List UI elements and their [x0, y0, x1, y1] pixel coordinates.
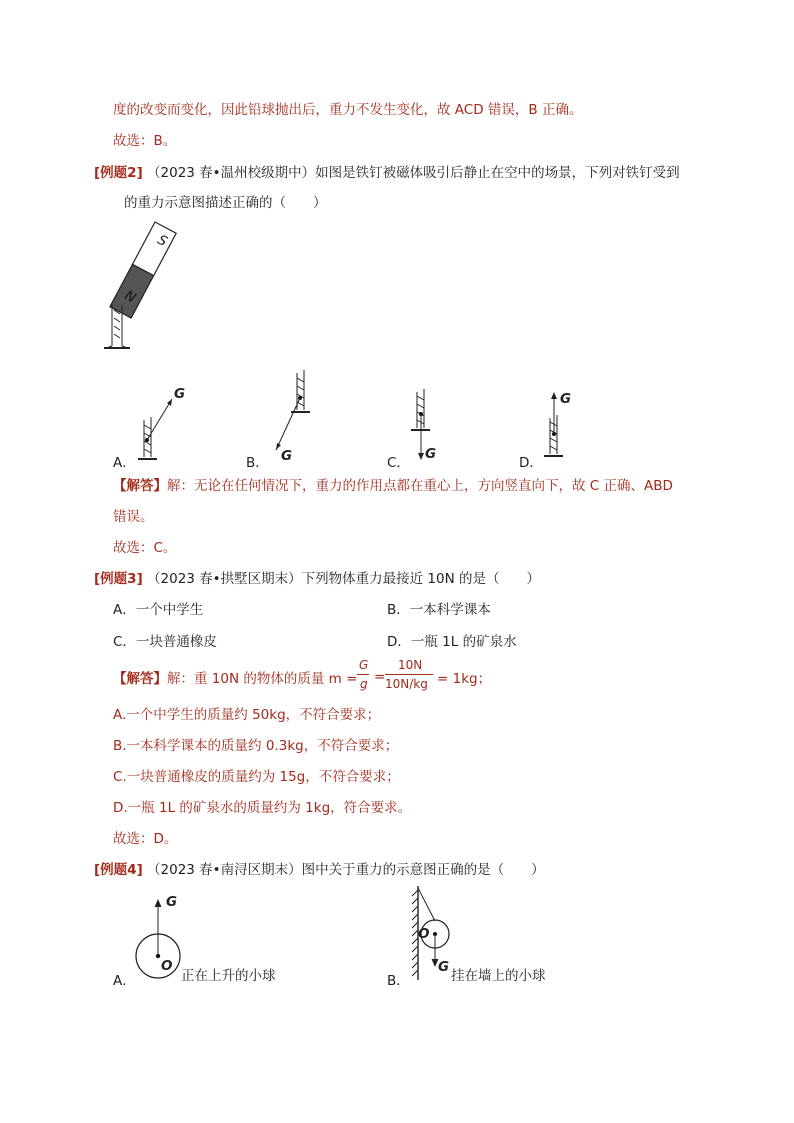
magnet-s-label: S: [154, 231, 170, 251]
fraction-denominator: 10N/kg: [385, 677, 428, 691]
g-label: G: [438, 959, 450, 975]
solution-line-c: C.一块普通橡皮的质量约为 15g，不符合要求；: [113, 769, 400, 785]
option-b-label[interactable]: B．: [246, 455, 269, 471]
magnet-n-label: N: [121, 287, 139, 307]
option-c-label[interactable]: C．: [387, 455, 410, 471]
magnet-nail-figure: [100, 222, 190, 362]
solution-tag: 【解答】: [113, 478, 167, 494]
solution-text-cont: 错误。: [113, 509, 154, 525]
solution-text: 解：无论在任何情况下，重力的作用点都在重心上，方向竖直向下，故 C 正确、ABD: [167, 478, 673, 494]
fraction-g-numerator: G: [359, 658, 369, 672]
option-b-label[interactable]: B．: [387, 973, 410, 989]
answer-line: 故选：B。: [113, 133, 177, 149]
solution-tag: 【解答】: [113, 671, 167, 687]
g-label: G: [166, 894, 178, 910]
question-text: （2023 春•拱墅区期末）下列物体重力最接近 10N 的是（ ）: [147, 571, 541, 587]
answer-line: 故选：D。: [113, 831, 178, 847]
example-tag: [例题4]: [94, 862, 143, 878]
example-tag: [例题2]: [94, 165, 143, 181]
option-c[interactable]: C．一块普通橡皮: [113, 634, 217, 650]
example-tag: [例题3]: [94, 571, 143, 587]
o-label: O: [161, 958, 173, 974]
fraction-g-denominator: g: [360, 677, 368, 691]
g-label: G: [281, 448, 293, 464]
solution-line-a: A.一个中学生的质量约 50kg，不符合要求；: [113, 707, 381, 723]
option-a-label[interactable]: A．: [113, 973, 136, 989]
fraction-bar: [385, 674, 433, 675]
fraction-numerator: 10N: [398, 658, 423, 672]
solution-text: 解：重 10N 的物体的质量 m =: [167, 671, 358, 687]
question-text-cont: 的重力示意图描述正确的（ ）: [124, 195, 327, 211]
solution-line-d: D.一瓶 1L 的矿泉水的质量约为 1kg，符合要求。: [113, 800, 412, 816]
option-b[interactable]: B．一本科学课本: [387, 602, 491, 618]
o-label: O: [418, 926, 430, 942]
question-text: （2023 春•温州校级期中）如图是铁钉被磁体吸引后静止在空中的场景，下列对铁钉受到: [147, 165, 680, 181]
example-4-question: [94, 861, 545, 879]
question-text: （2023 春•南浔区期末）图中关于重力的示意图正确的是（ ）: [147, 862, 545, 878]
caption-b: 挂在墙上的小球: [451, 968, 546, 984]
option-b-figure: [270, 368, 320, 468]
g-label: G: [560, 391, 572, 407]
solution-line-b: B.一本科学课本的质量约 0.3kg，不符合要求；: [113, 738, 399, 754]
solution-line: [113, 477, 673, 495]
g-label: G: [174, 386, 186, 402]
solution-line: [113, 670, 357, 688]
option-d-label[interactable]: D．: [519, 455, 543, 471]
equals-sign: =: [374, 669, 386, 685]
caption-a: 正在上升的小球: [181, 968, 276, 984]
fraction-bar: [357, 674, 369, 675]
continued-solution-line: 度的改变而变化，因此铅球抛出后，重力不发生变化，故 ACD 错误，B 正确。: [113, 102, 583, 118]
example-2-question: [94, 164, 680, 182]
example-3-question: [94, 570, 540, 588]
option-a[interactable]: A．一个中学生: [113, 602, 204, 618]
answer-line: 故选：C。: [113, 540, 177, 556]
option-a-label[interactable]: A．: [113, 455, 136, 471]
option-d[interactable]: D．一瓶 1L 的矿泉水: [387, 634, 517, 650]
solution-result: = 1kg；: [437, 671, 492, 687]
g-label: G: [425, 446, 437, 462]
